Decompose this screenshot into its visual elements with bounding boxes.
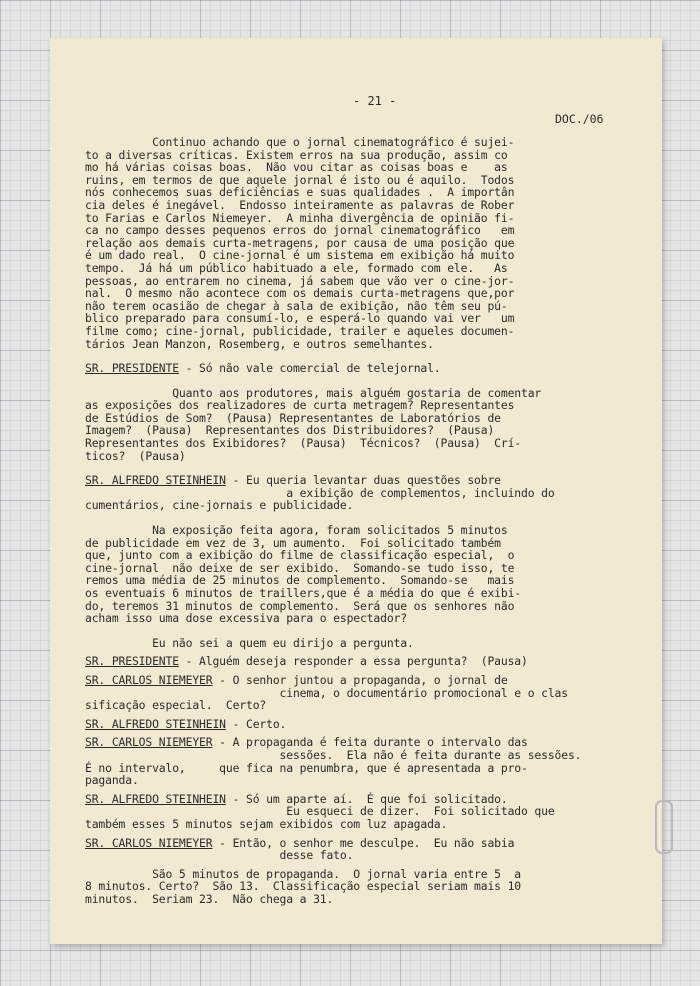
text-line: do, teremos 31 minutos de complemento. Será que os senhores não [85, 598, 515, 613]
text-line: É no intervalo, que fica na penumbra, que é apresentada a pro- [85, 760, 528, 775]
text-line: as exposições dos realizadores de curta metragem? Representantes [85, 398, 515, 413]
speaker-line-2 [85, 474, 625, 487]
speaker-name: SR. CARLOS NIEMEYER [85, 735, 213, 750]
text-line: nal. O mesmo não acontece com os demais curta-metragens que,por [85, 286, 515, 301]
text-line: acham isso uma dose excessiva para o espectador? [85, 611, 407, 626]
text-line: cine-jornal não deixe de ser exibido. Somando-se tudo isso, te [85, 560, 515, 575]
speaker-line-5 [85, 718, 625, 731]
text-line: nós conhecemos suas deficiências e suas qualidades . A importân [85, 185, 515, 200]
speaker-name: SR. ALFREDO STEINHEIN [85, 791, 226, 806]
text-line: de publicidade em vez de 3, um aumento. Foi solicitado também [85, 535, 501, 550]
paper-clip [655, 800, 673, 854]
speaker-name: SR. PRESIDENTE [85, 361, 179, 376]
speaker-line-8-cont [85, 849, 625, 862]
speaker-line-3 [85, 655, 625, 668]
paragraph-4: Eu não sei a quem eu dirijo a pergunta. [85, 635, 414, 650]
text-line: ruins, em termos de que aquele jornal é isto ou é aquilo. Todos [85, 172, 515, 187]
text-line: 8 minutos. Certo? São 13. Classificação especial seriam mais 10 [85, 879, 522, 894]
text-line: também esses 5 minutos sejam exibidos com luz apagada. [85, 816, 448, 831]
text-line: ticos? (Pausa) [85, 448, 186, 463]
text-line: os eventuais 6 minutos de traillers,que é a média do que é exibi- [85, 586, 522, 600]
speaker-name: SR. ALFREDO STEINHEIN [85, 473, 226, 488]
text-line: sificação especial. Certo? [85, 698, 267, 713]
paragraph-3 [85, 524, 625, 625]
text-line: é um dado real. O cine-jornal é um sistema em exibição há muito [85, 248, 515, 263]
text-line: cinema, o documentário promocional e o clas [85, 685, 568, 700]
text-line: sessões. Ela não é feita durante as sessões. [85, 747, 582, 762]
text-line: mo há várias coisas boas. Não vou citar as coisas boas e as [85, 160, 508, 175]
speech-text: - Alguém deseja responder a essa pergunta? (Pausa) [178, 654, 528, 669]
text-line: cumentários, cine-jornais e publicidade. [85, 498, 354, 513]
speaker-name: SR. CARLOS NIEMEYER [85, 672, 213, 687]
paragraph-1 [85, 136, 625, 350]
speech-text: - Eu queria levantar duas questões sobre [225, 473, 501, 488]
text-line: Quanto aos produtores, mais alguém gostaria de comentar [85, 385, 542, 400]
text-line: Imagem? (Pausa) Representantes dos Distribuidores? (Pausa) [85, 423, 495, 438]
speaker-name: SR. CARLOS NIEMEYER [85, 835, 213, 850]
paragraph-2 [85, 387, 625, 463]
text-line: desse fato. [85, 848, 354, 863]
text-line: Na exposição feita agora, foram solicitados 5 minutos [85, 523, 508, 538]
text-line: de Estúdios de Som? (Pausa) Representantes de Laboratórios de [85, 410, 501, 425]
text-line: to Farias e Carlos Niemeyer. A minha divergência de opinião fi- [85, 210, 515, 225]
speaker-line-2-cont [85, 487, 625, 512]
speaker-line-7-cont [85, 805, 625, 830]
speaker-line-4-cont [85, 687, 625, 712]
speech-text: - A propaganda é feita durante o intervalo das [212, 735, 528, 750]
text-line: blico preparado para consumí-lo, e esperá-lo quando vai ver um [85, 311, 515, 326]
text-line: pessoas, ao entrarem no cinema, já sabem que vão ver o cine-jor- [85, 273, 515, 288]
speech-text: - Só não vale comercial de telejornal. [178, 361, 441, 376]
transcript-body [85, 136, 625, 905]
text-line: remos uma média de 25 minutos de complemento. Somando-se mais [85, 573, 515, 588]
text-line: ca no campo desses pequenos erros do jornal cinematográfico em [85, 223, 515, 238]
document-reference: DOC./06 [555, 112, 604, 126]
speech-text: - Certo. [225, 716, 287, 731]
text-line: tários Jean Manzon, Rosemberg, e outros semelhantes. [85, 336, 434, 351]
text-line: to a diversas críticas. Existem erros na sua produção, assim co [85, 147, 508, 162]
speech-text: - O senhor juntou a propaganda, o jornal de [212, 672, 508, 687]
text-line: a exibição de complementos, incluindo do [85, 485, 555, 500]
speaker-line-4 [85, 674, 625, 687]
speaker-name: SR. ALFREDO STEINHEIN [85, 716, 226, 731]
speaker-line-1 [85, 362, 625, 375]
text-line: Continuo achando que o jornal cinematográfico é sujei- [85, 135, 515, 149]
text-line: cia deles é inegável. Endosso inteiramente as palavras de Rober [85, 197, 515, 212]
text-line: filme como; cine-jornal, publicidade, trailer e aqueles documen- [85, 323, 515, 338]
text-line: tempo. Já há um público habituado a ele, formado com ele. As [85, 260, 508, 275]
text-line: São 5 minutos de propaganda. O jornal varia entre 5 a [85, 866, 522, 881]
text-line: minutos. Seriam 23. Não chega a 31. [85, 891, 334, 906]
text-line: relação aos demais curta-metragens, por causa de uma posição que [85, 235, 515, 250]
paragraph-5 [85, 868, 625, 906]
speech-text: - Só um aparte aí. É que foi solicitado. [225, 791, 508, 806]
page-number: - 21 - [353, 94, 397, 108]
text-line: Eu esqueci de dizer. Foi solicitado que [85, 804, 555, 819]
text-line: que, junto com a exibição do filme de classificação especial, o [85, 548, 515, 563]
speaker-line-6-cont [85, 749, 625, 787]
speaker-name: SR. PRESIDENTE [85, 654, 179, 669]
speech-text: - Então, o senhor me desculpe. Eu não sabia [212, 835, 515, 850]
text-line: paganda. [85, 773, 139, 788]
text-line: não terem ocasião de chegar à sala de exibição, não têm seu pú- [85, 298, 508, 313]
text-line: Representantes dos Exibidores? (Pausa) Técnicos? (Pausa) Crí- [85, 436, 522, 451]
